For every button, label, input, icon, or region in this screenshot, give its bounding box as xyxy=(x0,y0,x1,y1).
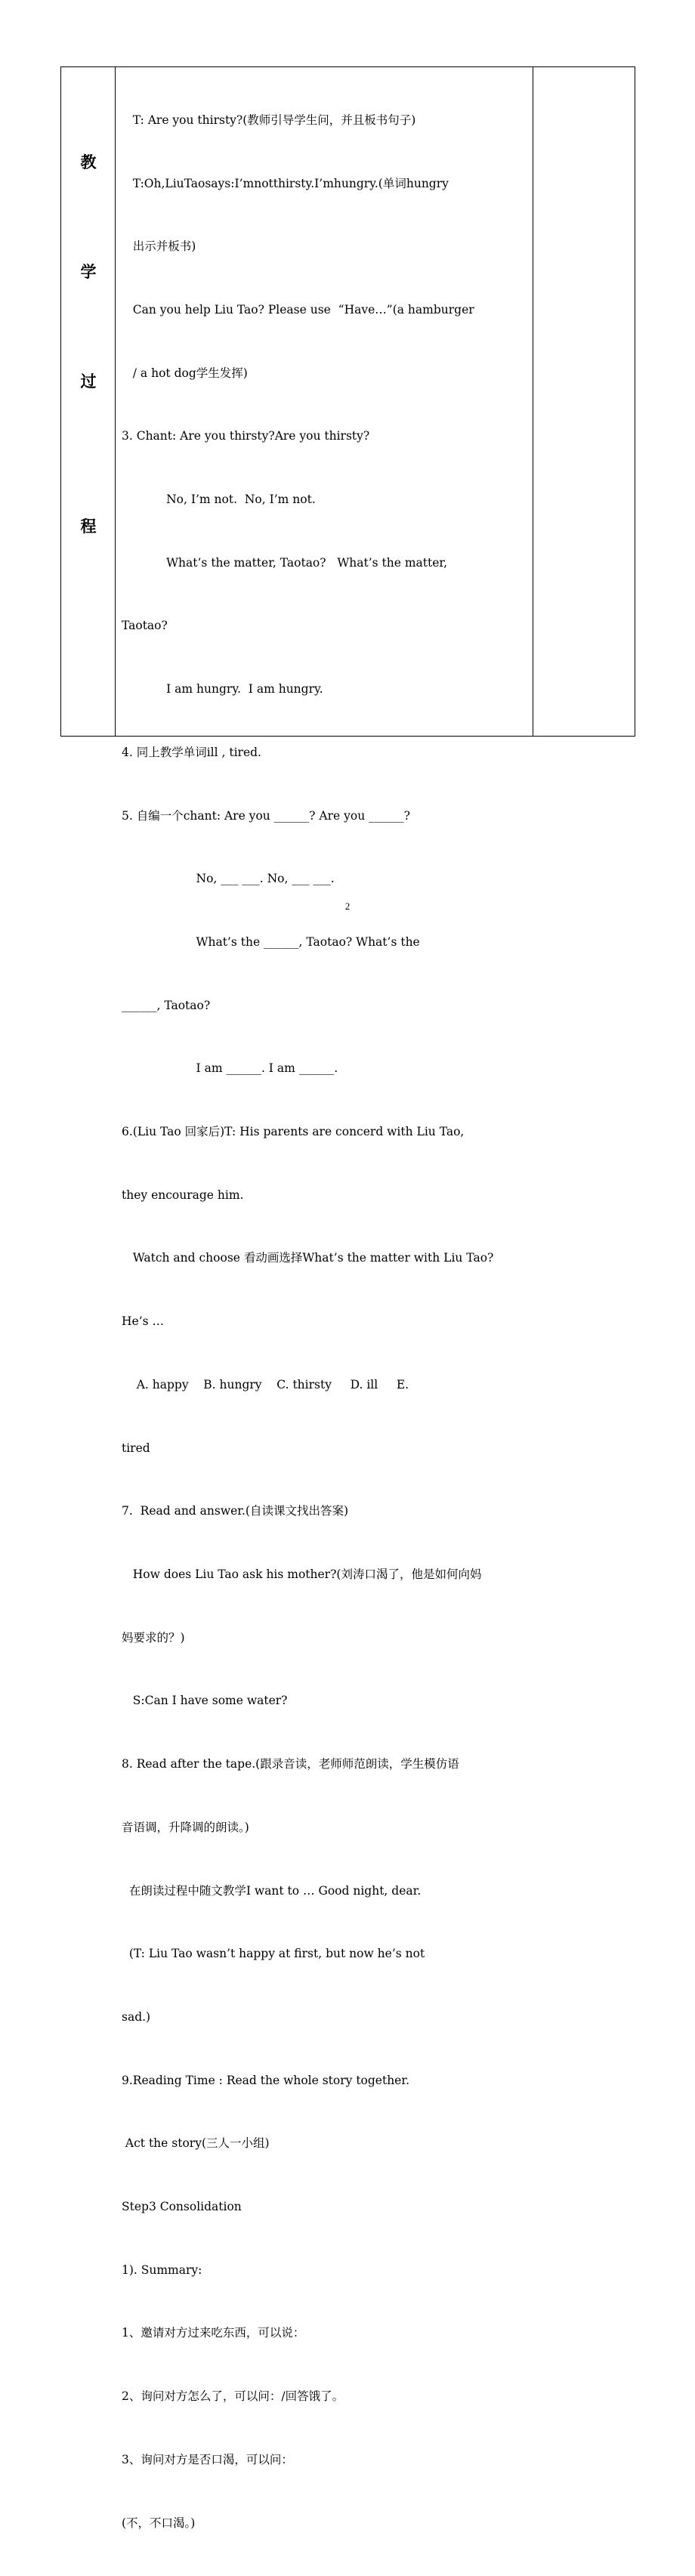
text-line: He’s … xyxy=(122,1314,164,1329)
text-line: 2、询问对方怎么了，可以问：/回答饿了。 xyxy=(122,2389,344,2404)
lesson-content xyxy=(122,68,534,2576)
text-line: (不，不口渴。) xyxy=(122,2516,196,2530)
text-line: Taotao? xyxy=(122,619,168,633)
side-label-char: 学 xyxy=(80,263,97,281)
text-line: 1、邀请对方过来吃东西，可以说： xyxy=(122,2326,305,2340)
lesson-table xyxy=(60,66,635,2530)
text-line: I am ______. I am ______. xyxy=(122,1061,338,1076)
text-line: No, I’m not. No, I’m not. xyxy=(122,493,316,507)
text-line: sad.) xyxy=(122,2009,151,2024)
text-line: How does Liu Tao ask his mother?(刘涛口渴了，他是如何向妈 xyxy=(122,1567,482,1581)
text-line: 7. Read and answer.(自读课文找出答案) xyxy=(122,1504,348,1518)
side-label-char: 过 xyxy=(80,372,97,391)
text-line: S:Can I have some water? xyxy=(122,1694,288,1708)
text-line: A. happy B. hungry C. thirsty D. ill E. xyxy=(122,1377,409,1391)
text-line: (T: Liu Tao wasn’t happy at first, but now he’s not xyxy=(122,1947,425,1961)
text-line: 1). Summary: xyxy=(122,2262,202,2277)
text-line: 5. 自编一个chant: Are you ______? Are you ______? xyxy=(122,808,410,823)
text-line: What’s the matter, Taotao? What’s the matter, xyxy=(122,555,448,570)
text-line: 8. Read after the tape.(跟录音读，老师师范朗读，学生模仿语 xyxy=(122,1757,459,1771)
text-line: tired xyxy=(122,1441,150,1455)
text-line: T:Oh,LiuTaosays:I’mnotthirsty.I’mhungry.(单词hungry xyxy=(122,176,449,190)
text-line: No, ___ ___. No, ___ ___. xyxy=(122,872,335,886)
text-line: 在朗读过程中随文教学I want to … Good night, dear. xyxy=(122,1883,422,1898)
side-label-char: 程 xyxy=(80,517,97,536)
page-number: 2 xyxy=(344,900,351,912)
text-line: they encourage him. xyxy=(122,1188,244,1202)
text-line: ______, Taotao? xyxy=(122,998,211,1012)
text-line: Watch and choose 看动画选择What’s the matter with Liu Tao? xyxy=(122,1251,494,1265)
text-line: 音语调，升降调的朗读。) xyxy=(122,1820,249,1834)
text-line: I am hungry. I am hungry. xyxy=(122,682,323,697)
side-label-char: 教 xyxy=(80,153,97,171)
text-line: Step3 Consolidation xyxy=(122,2200,242,2214)
text-line: / a hot dog学生发挥) xyxy=(122,366,248,380)
text-line: Can you help Liu Tao? Please use “Have…”(a hamburger xyxy=(122,302,474,317)
text-line: 6.(Liu Tao 回家后)T: His parents are concerd with Liu Tao, xyxy=(122,1125,465,1139)
text-line: 3、询问对方是否口渴，可以问： xyxy=(122,2452,293,2466)
text-line: 9.Reading Time : Read the whole story together. xyxy=(122,2073,409,2087)
text-line: 出示并板书) xyxy=(122,239,196,254)
text-line: 4. 同上教学单词ill , tired. xyxy=(122,745,261,759)
text-line: Act the story(三人一小组) xyxy=(122,2136,270,2151)
text-line: 3. Chant: Are you thirsty?Are you thirsty? xyxy=(122,429,370,443)
text-line: T: Are you thirsty?(教师引导学生问，并且板书句子) xyxy=(122,113,416,127)
text-line: 妈要求的？) xyxy=(122,1630,185,1645)
text-line: What’s the ______, Taotao? What’s the xyxy=(122,934,420,949)
